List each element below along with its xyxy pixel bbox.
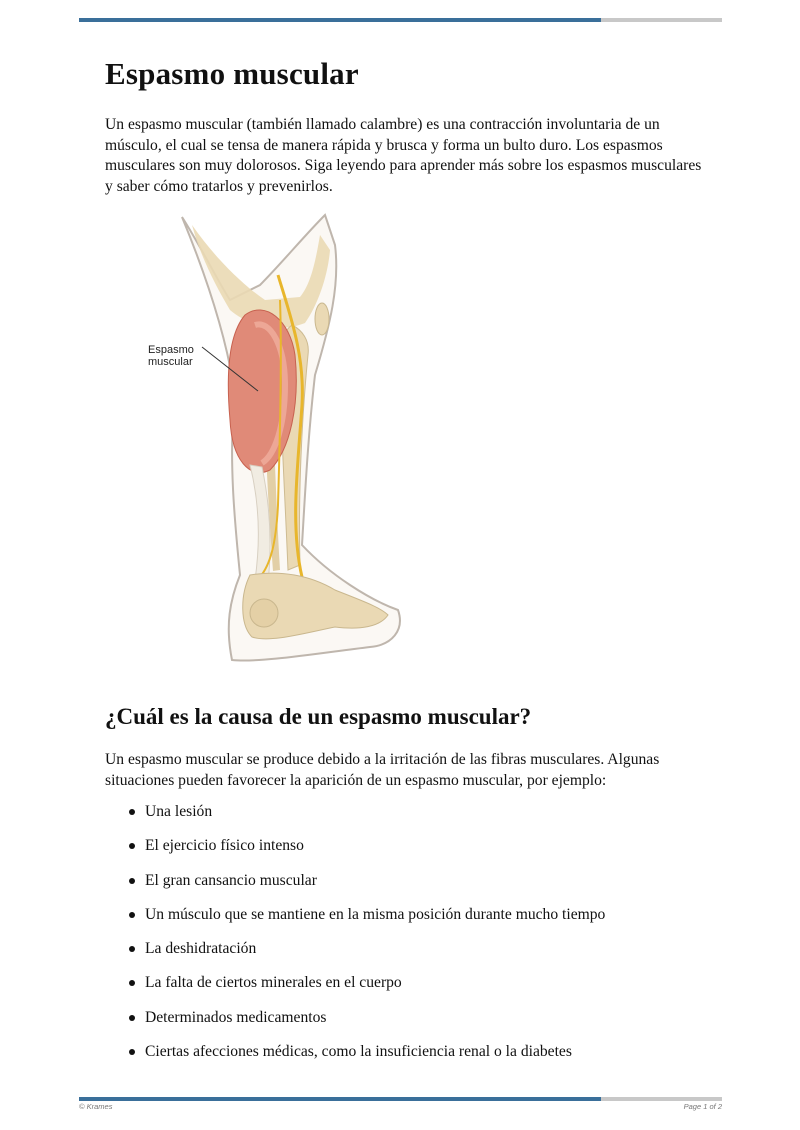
footer-copyright: © Krames: [79, 1102, 113, 1111]
footer-rule-accent: [79, 1097, 601, 1101]
section-heading: ¿Cuál es la causa de un espasmo muscular?: [105, 704, 532, 729]
page-title: Espasmo muscular: [105, 56, 359, 91]
header-rule-accent: [79, 18, 601, 22]
figure-label-line2: muscular: [148, 356, 193, 368]
header-rule: [79, 18, 722, 22]
list-item: El ejercicio físico intenso: [105, 835, 725, 869]
figure-label-line1: Espasmo: [148, 344, 194, 356]
list-item: La falta de ciertos minerales en el cuerpo: [105, 972, 725, 1006]
section-paragraph: Un espasmo muscular se produce debido a la irritación de las fibras musculares. Algunas situaciones pueden favorecer la aparición de un espasmo muscular, por ejemplo:: [105, 751, 660, 789]
bullet-icon: [129, 912, 135, 918]
patella-bone: [315, 303, 329, 335]
footer-rule: [79, 1097, 722, 1101]
list-item: La deshidratación: [105, 938, 725, 972]
list-item: Un músculo que se mantiene en la misma posición durante mucho tiempo: [105, 904, 725, 938]
bullet-icon: [129, 878, 135, 884]
footer-page-number: Page 1 of 2: [683, 1102, 722, 1111]
bullet-icon: [129, 980, 135, 986]
intro-paragraph: Un espasmo muscular (también llamado calambre) es una contracción involuntaria de un músculo, el cual se tensa de manera rápida y brusca y forma un bulto duro. Los espasmos musculares son muy dolorosos. Siga leyendo para aprender más sobre los espasmos musculares y saber cómo tratarlos y prevenirlos.: [105, 116, 702, 195]
list-item: Determinados medicamentos: [105, 1007, 725, 1041]
list-item: Ciertas afecciones médicas, como la insuficiencia renal o la diabetes: [105, 1041, 725, 1075]
bullet-icon: [129, 843, 135, 849]
list-item: El gran cansancio muscular: [105, 870, 725, 904]
bullet-icon: [129, 946, 135, 952]
causes-list: [105, 801, 725, 1075]
bullet-icon: [129, 809, 135, 815]
list-item: Una lesión: [105, 801, 725, 835]
leg-muscle-illustration: [130, 205, 430, 670]
bullet-icon: [129, 1049, 135, 1055]
bullet-icon: [129, 1015, 135, 1021]
